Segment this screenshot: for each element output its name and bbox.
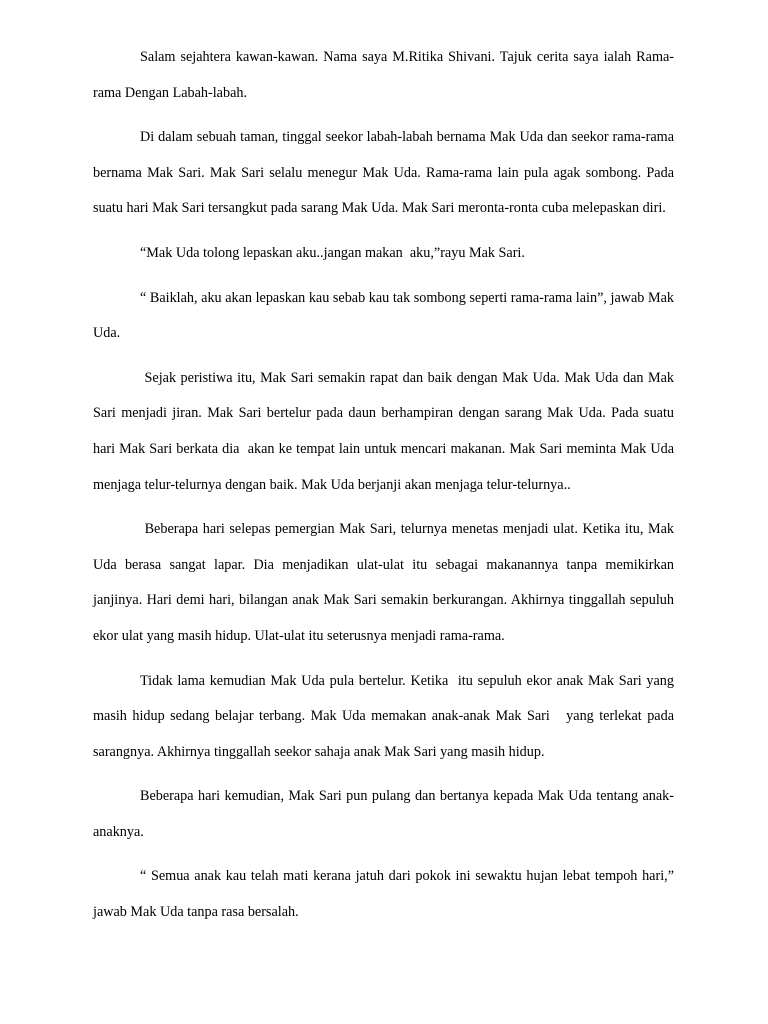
paragraph-eggs: Tidak lama kemudian Mak Uda pula bertelur. Ketika itu sepuluh ekor anak Mak Sari yang masih hidup sedang belajar terbang. Mak Uda memakan anak-anak Mak Sari yang terlekat pada sarangnya. Akhirnya tinggallah seekor sahaja anak Mak Sari yang masih hidup. xyxy=(93,672,678,760)
paragraph-introduction: Salam sejahtera kawan-kawan. Nama saya M.Ritika Shivani. Tajuk cerita saya ialah Rama-rama Dengan Labah-labah. xyxy=(93,49,674,101)
paragraph-reply: “ Baiklah, aku akan lepaskan kau sebab kau tak sombong seperti rama-rama lain”, jawab Mak Uda. xyxy=(93,289,678,342)
paragraph-caterpillars: Beberapa hari selepas pemergian Mak Sari, telurnya menetas menjadi ulat. Ketika itu, Mak Uda berasa sangat lapar. Dia menjadikan ulat-ulat itu sebagai makanannya tanpa memikirkan janjinya. Hari demi hari, bilangan anak Mak Sari semakin berkurangan. Akhirnya tinggallah sepuluh ekor ulat yang masih hidup. Ulat-ulat itu seterusnya menjadi rama-rama. xyxy=(93,521,685,644)
paragraph-neighbours: Sejak peristiwa itu, Mak Sari semakin rapat dan baik dengan Mak Uda. Mak Uda dan Mak Sari menjadi jiran. Mak Sari bertelur pada daun berhampiran dengan sarang Mak Uda. Pada suatu hari Mak Sari berkata dia akan ke tempat lain untuk mencari makanan. Mak Sari meminta Mak Uda menjaga telur-telurnya dengan baik. Mak Uda berjanji akan menjaga telur-telurnya.. xyxy=(93,369,678,493)
paragraph-return: Beberapa hari kemudian, Mak Sari pun pulang dan bertanya kepada Mak Uda tentang anak-anaknya. xyxy=(93,788,674,840)
paragraph-garden: Di dalam sebuah taman, tinggal seekor labah-labah bernama Mak Uda dan seekor rama-rama bernama Mak Sari. Mak Sari selalu menegur Mak Uda. Rama-rama lain pula agak sombong. Pada suatu hari Mak Sari tersangkut pada sarang Mak Uda. Mak Sari meronta-ronta cuba melepaskan diri. xyxy=(93,129,678,217)
document-page xyxy=(93,40,685,940)
paragraph-plea: “Mak Uda tolong lepaskan aku..jangan makan aku,”rayu Mak Sari. xyxy=(140,244,525,261)
paragraph-lie: “ Semua anak kau telah mati kerana jatuh dari pokok ini sewaktu hujan lebat tempoh hari,” jawab Mak Uda tanpa rasa bersalah. xyxy=(93,868,678,921)
